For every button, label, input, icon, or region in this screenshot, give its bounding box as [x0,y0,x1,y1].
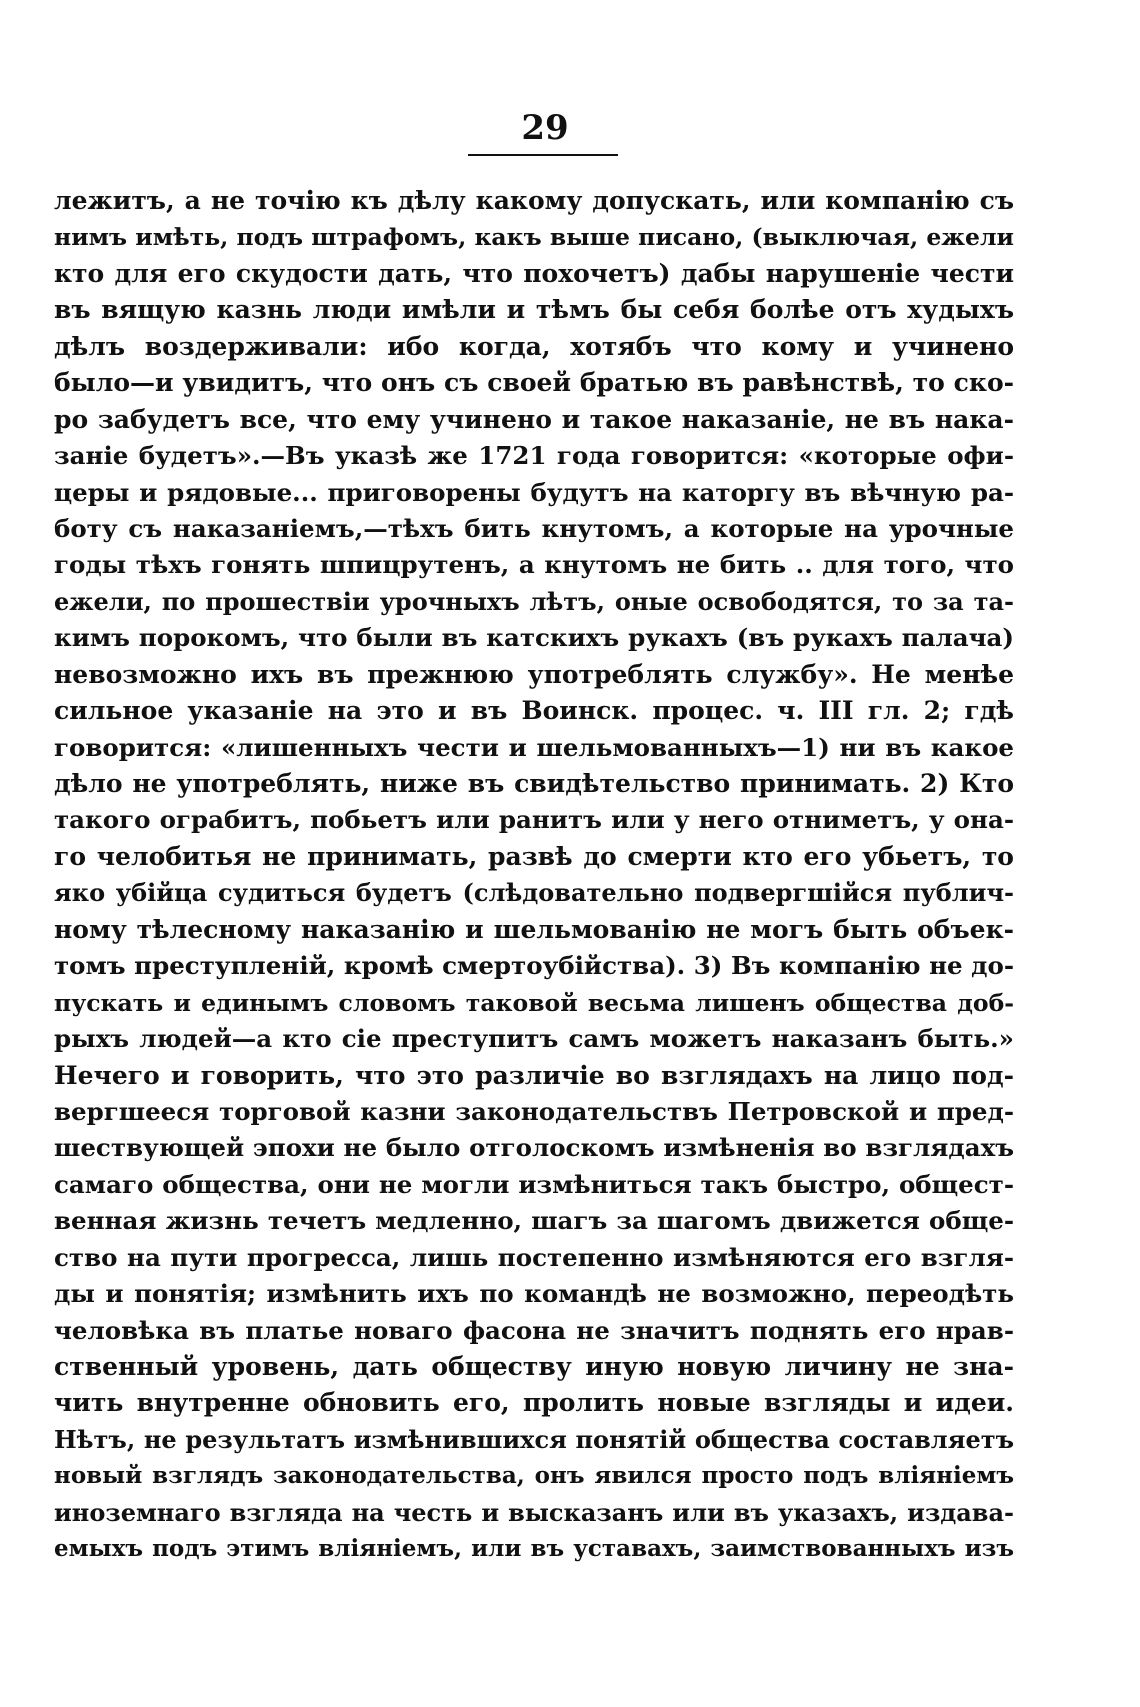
text-line: емыхъ подъ этимъ вліяніемъ, или въ уставахъ, заимствованныхъ изъ [54,1535,1014,1563]
text-line: боту съ наказаніемъ,—тѣхъ бить кнутомъ, а которые на урочные [54,513,1014,543]
text-line: годы тѣхъ гонять шпицрутенъ, а кнутомъ не бить .. для того, что [54,550,1014,580]
text-line: шествующей эпохи не было отголоскомъ измѣненія во взглядахъ [54,1133,1014,1163]
text-line: кто для его скудости дать, что похочетъ) дабы нарушеніе чести [54,258,1014,288]
text-line: кимъ порокомъ, что были въ катскихъ рукахъ (въ рукахъ палача) [54,623,1014,653]
text-line: Нечего и говорить, что это различіе во взглядахъ на лицо под- [54,1060,1014,1090]
text-line: вергшееся торговой казни законодательствъ Петровской и пред- [54,1096,1014,1126]
text-line: ственный уровень, дать обществу иную новую личину не зна- [54,1352,1014,1381]
text-line: яко убійца судиться будетъ (слѣдовательно подвергшійся публич- [54,878,1014,908]
text-line: новый взглядъ законодательства, онъ явился просто подъ вліяніемъ [54,1462,1014,1490]
text-line: сильное указаніе на это и въ Воинск. процес. ч. III гл. 2; гдѣ [54,696,1014,726]
text-line: ро забудетъ все, что ему учинено и такое наказаніе, не въ нака- [54,404,1014,434]
text-line: дѣло не употреблять, ниже въ свидѣтельство принимать. 2) Кто [54,769,1014,798]
text-line: чить внутренне обновить его, пролить новые взгляды и идеи. [54,1388,1014,1418]
text-line: говорится: «лишенныхъ чести и шельмованныхъ—1) ни въ какое [54,732,1014,762]
text-line: ежели, по прошествіи урочныхъ лѣтъ, оные освободятся, то за та- [54,586,1014,616]
text-line: лежитъ, а не точію къ дѣлу какому допускать, или компанію съ [54,186,1014,215]
text-line: ство на пути прогресса, лишь постепенно измѣняются его взгля- [54,1242,1014,1272]
text-line: человѣка въ платье новаго фасона не значитъ поднять его нрав- [54,1315,1014,1345]
text-line: самаго общества, они не могли измѣниться такъ быстро, общест- [54,1169,1014,1199]
text-line: дѣлъ воздерживали: ибо когда, хотябъ что кому и учинено [54,331,1014,361]
text-line: въ вящую казнь люди имѣли и тѣмъ бы себя болѣе отъ худыхъ [54,295,1014,325]
text-line: заніе будетъ».—Въ указѣ же 1721 года говорится: «которые офи- [54,441,1014,471]
text-line: томъ преступленій, кромѣ смертоубійства). 3) Въ компанію не до- [54,951,1014,981]
text-line: пускать и единымъ словомъ таковой весьма лишенъ общества доб- [54,988,1014,1017]
text-line: ному тѣлесному наказанію и шельмованію не могъ быть объек- [54,914,1014,944]
text-line: нимъ имѣть, подъ штрафомъ, какъ выше писано, (выключая, ежели [54,223,1014,252]
text-line: иноземнаго взгляда на честь и высказанъ или въ указахъ, издава- [54,1497,1014,1527]
text-line: такого ограбитъ, побьетъ или ранитъ или у него отниметъ, у она- [54,805,1014,835]
text-line: ды и понятія; измѣнить ихъ по командѣ не возможно, переодѣть [54,1279,1014,1309]
header-rule [468,154,618,156]
text-line: рыхъ людей—а кто сіе преступитъ самъ можетъ наказанъ быть.» [54,1024,1014,1054]
text-line: было—и увидитъ, что онъ съ своей братью въ равѣнствѣ, то ско- [54,368,1014,398]
body-text [54,183,1014,1568]
text-line: го челобитья не принимать, развѣ до смерти кто его убьетъ, то [54,841,1014,871]
text-line: Нѣтъ, не результатъ измѣнившихся понятій общества составляетъ [54,1424,1014,1454]
text-line: невозможно ихъ въ прежнюю употреблять службу». Не менѣе [54,659,1014,689]
text-line: венная жизнь течетъ медленно, шагъ за шагомъ движется обще- [54,1206,1014,1236]
text-line: церы и рядовые... приговорены будутъ на каторгу въ вѣчную ра- [54,477,1014,507]
page-number: 29 [521,108,569,148]
